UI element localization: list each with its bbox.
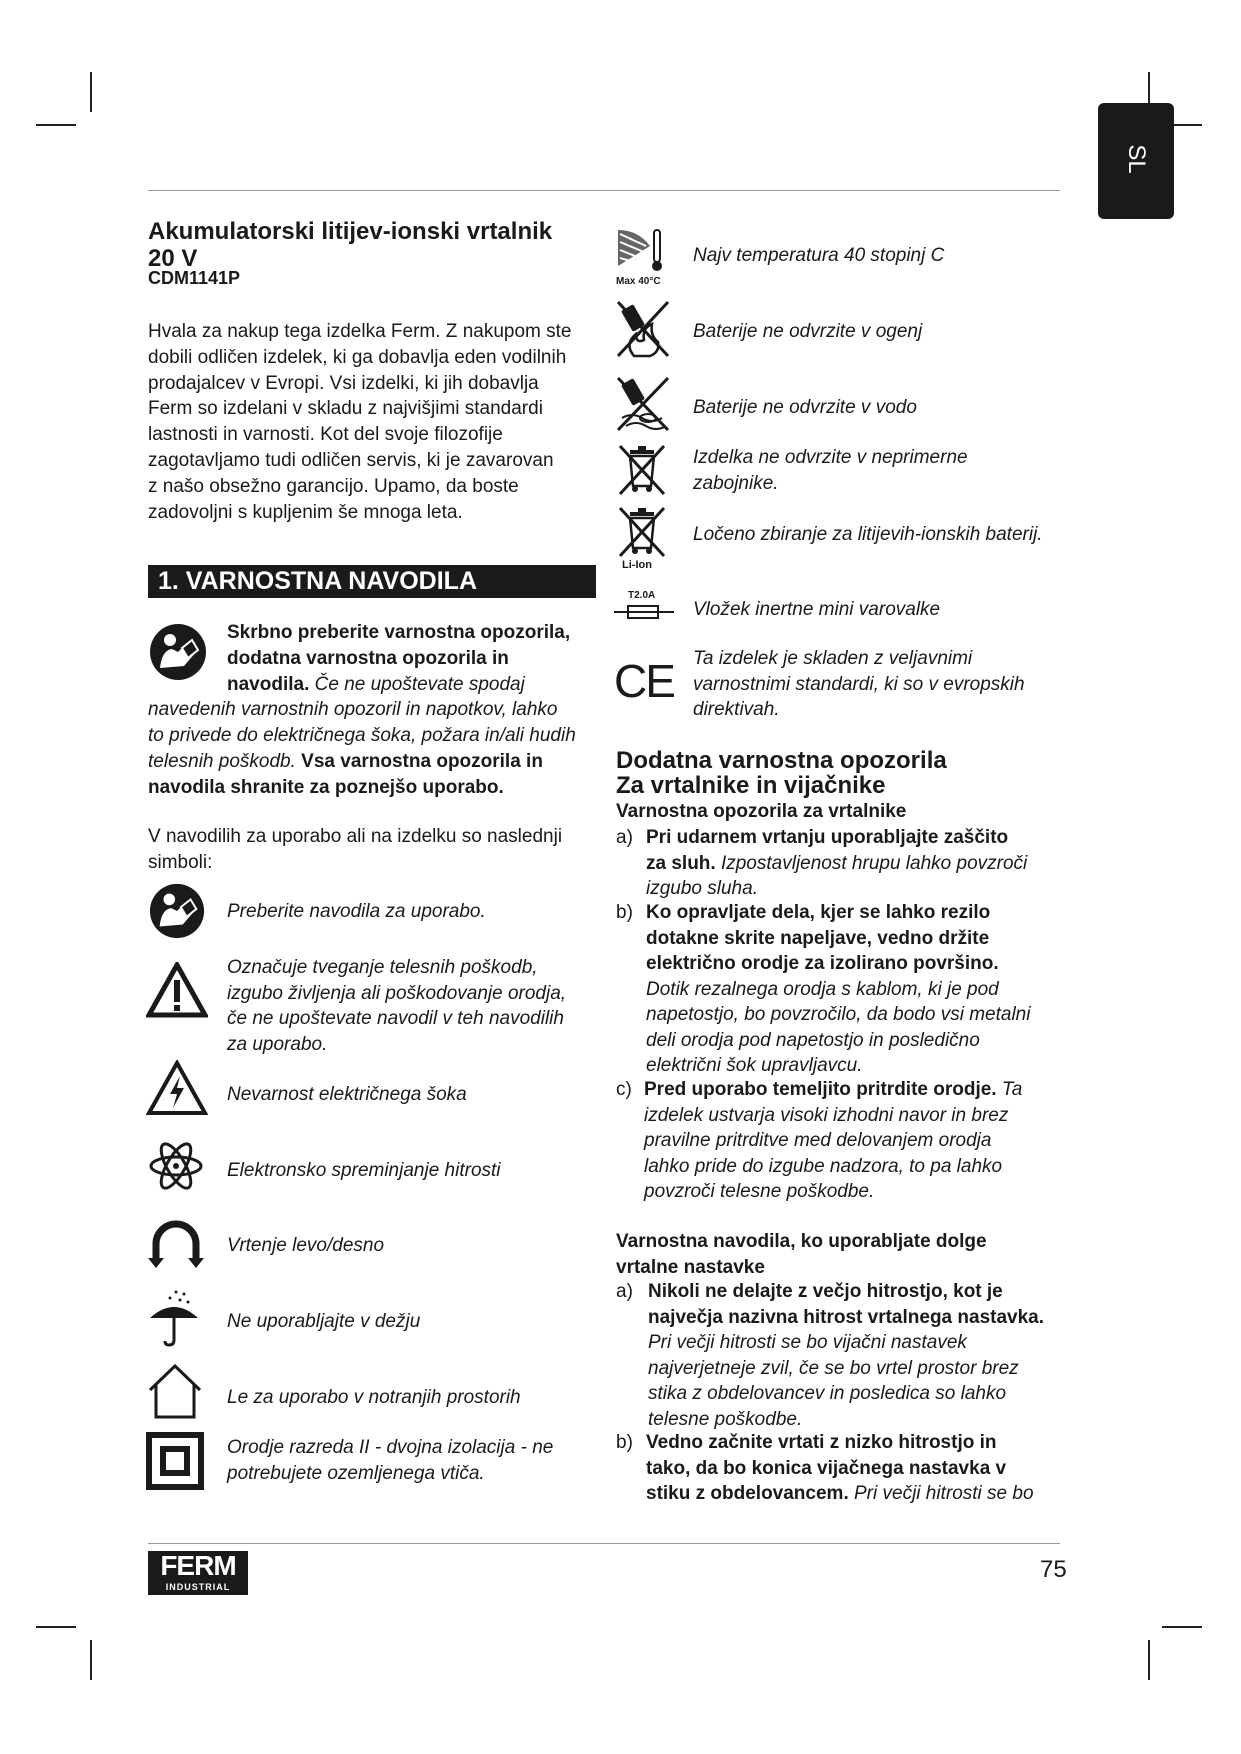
- crop-mark: [1148, 1640, 1150, 1680]
- warning-line: navedenih varnostnih opozoril in napotkov, lahko: [148, 699, 558, 721]
- symbol-text: Vložek inertne mini varovalke: [693, 599, 941, 620]
- subheading-line: Varnostna navodila, ko uporabljate dolge: [616, 1231, 987, 1252]
- crossed-bin-icon: [616, 442, 668, 498]
- warning-triangle-icon: [146, 962, 208, 1018]
- list-item-text: Pri večji hitrosti se bo vijačni nastavek: [648, 1332, 967, 1353]
- symbol-text: [693, 646, 1073, 723]
- warning-line: dodatna varnostna opozorila in: [227, 647, 509, 669]
- list-item-text: Pri večji hitrosti se bo: [848, 1483, 1034, 1504]
- list-item-text: stika z obdelovancev in posledica so lahko: [648, 1383, 1007, 1404]
- intro-paragraph: [148, 319, 608, 525]
- symbol-text: Vrtenje levo/desno: [227, 1235, 385, 1256]
- list-item-text: Vedno začnite vrtati z nizko hitrostjo in: [646, 1432, 997, 1453]
- list-item-text: izdelek ustvarja visoki izhodni navor in brez: [644, 1104, 1009, 1126]
- section-heading: 1. VARNOSTNA NAVODILA: [148, 565, 596, 598]
- list-item-text: povzroči telesne poškodbe.: [644, 1181, 875, 1202]
- crop-mark: [90, 1640, 92, 1680]
- top-rule: [148, 190, 1060, 191]
- intro-line: dobili odličen izdelek, ki ga dobavlja eden vodilnih: [148, 346, 567, 368]
- fuse-icon: [614, 588, 674, 624]
- warning-line: Vsa varnostna opozorila in: [295, 750, 543, 772]
- intro-line: Ferm so izdelani v skladu z najvišjimi standardi: [148, 398, 543, 420]
- warning-line: telesnih poškodb.: [148, 750, 296, 772]
- house-icon: [146, 1362, 204, 1420]
- warning-line: Če ne upoštevate spodaj: [309, 673, 525, 695]
- list-item-label: c): [616, 1079, 632, 1100]
- language-tab: [1098, 103, 1174, 219]
- symbol-text-line: direktivah.: [693, 699, 780, 720]
- list-item: [616, 900, 1076, 1080]
- symbol-text-line: Izdelka ne odvrzite v neprimerne: [693, 447, 968, 468]
- symbol-text: Najv temperatura 40 stopinj C: [693, 245, 945, 266]
- list-item-text: izgubo sluha.: [646, 878, 758, 899]
- warning-line: navodila.: [227, 673, 310, 695]
- title-line-1: Akumulatorski litijev-ionski vrtalnik: [148, 218, 553, 245]
- rotation-icon: [146, 1214, 206, 1270]
- list-item-text: Dotik rezalnega orodja s kablom, ki je pod: [646, 978, 999, 1000]
- list-item-label: b): [616, 902, 633, 923]
- list-item-text: Ta: [996, 1079, 1023, 1100]
- list-item-text: Izpostavljenost hrupu lahko povzroči: [715, 852, 1028, 874]
- model-number: CDM1141P: [148, 268, 241, 288]
- symbol-text-line: če ne upoštevate navodil v teh navodilih: [227, 1008, 564, 1029]
- list-item: [616, 825, 1076, 903]
- intro-line: lastnosti in varnosti. Kot del svoje filozofije: [148, 424, 503, 446]
- list-item-text: za sluh.: [646, 852, 716, 874]
- list-item-text: Pri udarnem vrtanju uporabljajte zaščito: [646, 827, 1009, 848]
- intro-line: prodajalcev v Evropi. Vsi izdelki, ki jih dobavlja: [148, 372, 539, 394]
- crop-mark: [90, 72, 92, 112]
- symbols-intro: [148, 824, 608, 876]
- symbol-text-line: Označuje tveganje telesnih poškodb,: [227, 957, 538, 978]
- symbol-text: [227, 1435, 607, 1486]
- list-item-text: napetostjo, bo povzročilo, da bodo vsi metalni: [646, 1004, 1031, 1025]
- umbrella-rain-icon: [146, 1288, 202, 1348]
- no-fire-icon: [614, 298, 672, 360]
- list-item-text: Ko opravljate dela, kjer se lahko rezilo: [646, 902, 991, 923]
- ce-mark-icon: CE: [614, 655, 674, 707]
- symbol-text-line: izgubo življenja ali poškodovanje orodja,: [227, 982, 567, 1004]
- li-ion-label: Li-Ion: [622, 559, 652, 570]
- list-item-text: Pred uporabo temeljito pritrdite orodje.: [644, 1079, 997, 1100]
- list-item-text: električni šok upravljavcu.: [646, 1055, 863, 1076]
- list-item: [616, 1430, 1076, 1510]
- list-item: [616, 1279, 1076, 1434]
- symbol-text: [227, 955, 607, 1057]
- intro-line: zadovoljni s kupljenim še mnoga leta.: [148, 501, 463, 523]
- symbol-text: [693, 445, 1073, 496]
- language-tab-label: SL: [1123, 144, 1150, 174]
- list-item: [616, 1077, 1076, 1207]
- list-item-text: dotakne skrite napeljave, vedno držite: [646, 927, 990, 949]
- title-line-2: 20 V: [148, 245, 198, 272]
- additional-heading-line: Dodatna varnostna opozorila: [616, 747, 947, 774]
- crop-mark: [36, 124, 76, 126]
- list-item-text: stiku z obdelovancem.: [646, 1483, 849, 1504]
- list-item-text: pravilne pritrditve med delovanjem orodja: [644, 1130, 992, 1151]
- list-item-text: tako, da bo konica vijačnega nastavka v: [646, 1457, 1007, 1479]
- electronic-speed-icon: [148, 1138, 204, 1194]
- page-title: [148, 218, 608, 272]
- symbol-text: Elektronsko spreminjanje hitrosti: [227, 1160, 501, 1181]
- read-manual-icon: [148, 882, 206, 940]
- symbol-text-line: za uporabo.: [227, 1033, 328, 1055]
- logo-main: FERM: [160, 1550, 236, 1581]
- warning-line: navodila shranite za poznejšo uporabo.: [148, 776, 504, 798]
- warning-line: to privede do električnega šoka, požara in/ali hudih: [148, 725, 576, 747]
- symbol-text-line: potrebujete ozemljenega vtiča.: [227, 1462, 485, 1484]
- subheading-drills: Varnostna opozorila za vrtalnike: [616, 801, 907, 822]
- additional-heading-line: Za vrtalnike in vijačnike: [616, 772, 886, 799]
- symbol-text-line: Ta izdelek je skladen z veljavnimi: [693, 648, 973, 669]
- symbol-text: Baterije ne odvrzite v vodo: [693, 397, 917, 418]
- bottom-rule: [148, 1543, 1060, 1544]
- intro-line: z našo obsežno garancijo. Upamo, da boste: [148, 475, 519, 497]
- additional-heading: [616, 748, 1076, 798]
- logo-sub: INDUSTRIAL: [165, 1582, 231, 1592]
- intro-line: Hvala za nakup tega izdelka Ferm. Z nakupom ste: [148, 321, 572, 342]
- symbols-intro-line: V navodilih za uporabo ali na izdelku so naslednji: [148, 826, 563, 847]
- crop-mark: [36, 1626, 76, 1628]
- list-item-text: Nikoli ne delajte z večjo hitrostjo, kot je: [648, 1281, 1003, 1302]
- intro-line: zagotavljamo tudi odličen servis, ki je zavarovan: [148, 449, 554, 471]
- list-item-text: telesne poškodbe.: [648, 1408, 803, 1430]
- max-temperature-icon: [616, 226, 670, 288]
- fuse-label: T2.0A: [628, 590, 656, 601]
- list-item-label: a): [616, 827, 633, 848]
- subheading-line: vrtalne nastavke: [616, 1256, 765, 1278]
- list-item-text: najverjetneje zvil, če se bo vrtel prostor brez: [648, 1357, 1019, 1379]
- list-item-label: b): [616, 1432, 633, 1453]
- warning-line: Skrbno preberite varnostna opozorila,: [227, 622, 571, 643]
- symbol-text: Ne uporabljajte v dežju: [227, 1311, 421, 1332]
- symbol-text-line: Orodje razreda II - dvojna izolacija - ne: [227, 1437, 554, 1458]
- symbols-intro-line: simboli:: [148, 851, 213, 873]
- list-item-text: največja nazivna hitrost vrtalnega nastavka.: [648, 1306, 1045, 1328]
- crop-mark: [1162, 1626, 1202, 1628]
- electric-shock-icon: [146, 1060, 208, 1116]
- symbol-text: Ločeno zbiranje za litijevih-ionskih baterij.: [693, 524, 1043, 545]
- double-insulation-icon: [146, 1432, 204, 1490]
- list-item-text: električno orodje za izolirano površino.: [646, 953, 999, 974]
- list-item-text: lahko pride do izgube nadzora, to pa lahko: [644, 1155, 1003, 1177]
- list-item-label: a): [616, 1281, 633, 1302]
- max-temp-label: Max 40°C: [616, 276, 661, 287]
- symbol-text: Le za uporabo v notranjih prostorih: [227, 1387, 521, 1408]
- symbol-text: Baterije ne odvrzite v ogenj: [693, 321, 923, 342]
- symbol-text: Nevarnost električnega šoka: [227, 1084, 467, 1105]
- page-number: 75: [1040, 1556, 1067, 1583]
- no-water-icon: [614, 374, 672, 434]
- symbol-text-line: varnostnimi standardi, ki so v evropskih: [693, 673, 1025, 695]
- symbol-text-line: zabojnike.: [693, 472, 779, 494]
- ferm-logo: [148, 1551, 248, 1595]
- warning-block: [148, 620, 608, 801]
- list-item-text: deli orodja pod napetostjo in posledično: [646, 1029, 980, 1051]
- li-ion-bin-icon: [616, 506, 672, 570]
- symbol-text: Preberite navodila za uporabo.: [227, 901, 486, 922]
- subheading-long-bits: [616, 1229, 1076, 1280]
